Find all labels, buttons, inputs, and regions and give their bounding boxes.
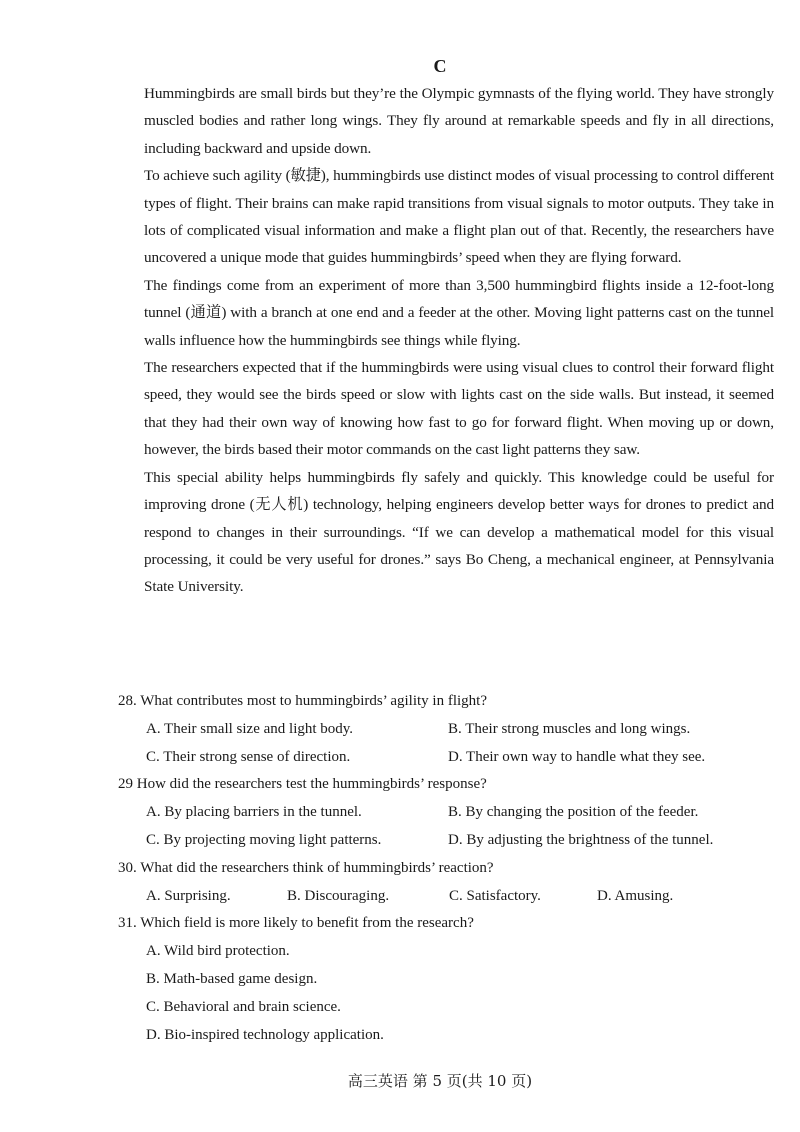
- option-c[interactable]: C. Satisfactory.: [449, 887, 541, 904]
- option-b[interactable]: B. By changing the position of the feeder.: [448, 804, 699, 821]
- option-d[interactable]: D. Amusing.: [597, 887, 674, 904]
- option-d[interactable]: D. Bio-inspired technology application.: [146, 1026, 384, 1043]
- question-stem: 31. Which field is more likely to benefit from the research?: [118, 915, 474, 932]
- passage-paragraph: The researchers expected that if the hummingbirds were using visual clues to control their forward flight speed, they would see the birds speed or slow with lights cast on the side walls. But instead, it seemed that they had their own way of knowing how fast to go for forward flight. When moving up or down, however, the birds based their motor commands on the cast light patterns they saw.: [144, 359, 774, 459]
- option-a[interactable]: A. Surprising.: [146, 887, 231, 904]
- option-b[interactable]: B. Math-based game design.: [146, 970, 318, 987]
- option-c[interactable]: C. Their strong sense of direction.: [146, 748, 351, 765]
- question-stem: 28. What contributes most to hummingbirds’ agility in flight?: [118, 693, 487, 709]
- page-footer: 高三英语 第 5 页(共 10 页): [347, 1072, 533, 1090]
- option-b[interactable]: B. Discouraging.: [287, 887, 390, 904]
- passage-paragraph: Hummingbirds are small birds but they’re the Olympic gymnasts of the flying world. They have strongly muscled bodies and rather long wings. They fly around at remarkable speeds and fly in all directions, including backward and upside down.: [144, 85, 774, 157]
- passage-paragraph: To achieve such agility (敏捷), hummingbirds use distinct modes of visual processing to control different types of flight. Their brains can make rapid transitions from visual signals to motor outputs. They take in lots of complicated visual information and make a flight plan out of that. Recently, the researchers have uncovered a unique mode that guides hummingbirds’ speed when they are flying forward.: [144, 167, 774, 267]
- question-30: [118, 855, 778, 911]
- question-31: [118, 910, 778, 1049]
- question-stem: 29 How did the researchers test the hummingbirds’ response?: [118, 776, 487, 793]
- question-stem: 30. What did the researchers think of hummingbirds’ reaction?: [118, 859, 494, 876]
- option-d[interactable]: D. Their own way to handle what they see.: [448, 748, 706, 765]
- option-a[interactable]: A. Their small size and light body.: [146, 720, 354, 737]
- section-heading: C: [433, 56, 447, 76]
- option-a[interactable]: A. Wild bird protection.: [146, 943, 290, 960]
- reading-passage: [144, 80, 774, 601]
- option-c[interactable]: C. Behavioral and brain science.: [146, 998, 341, 1015]
- question-29: [118, 771, 778, 854]
- question-list: [118, 688, 778, 1049]
- question-28: [118, 688, 778, 771]
- option-b[interactable]: B. Their strong muscles and long wings.: [448, 720, 691, 737]
- option-c[interactable]: C. By projecting moving light patterns.: [146, 831, 382, 848]
- option-a[interactable]: A. By placing barriers in the tunnel.: [146, 804, 362, 821]
- passage-paragraph: This special ability helps hummingbirds fly safely and quickly. This knowledge could be useful for improving drone (无人机) technology, helping engineers develop better ways for drones to predict and respond to changes in their surroundings. “If we can develop a mathematical model for this visual processing, it could be very useful for drones.” says Bo Cheng, a mechanical engineer, at Pennsylvania State University.: [144, 468, 774, 596]
- option-d[interactable]: D. By adjusting the brightness of the tunnel.: [448, 831, 714, 848]
- passage-paragraph: The findings come from an experiment of more than 3,500 hummingbird flights inside a 12-foot-long tunnel (通道) with a branch at one end and a feeder at the other. Moving light patterns cast on the tunnel walls influence how the hummingbirds see things while flying.: [144, 276, 774, 349]
